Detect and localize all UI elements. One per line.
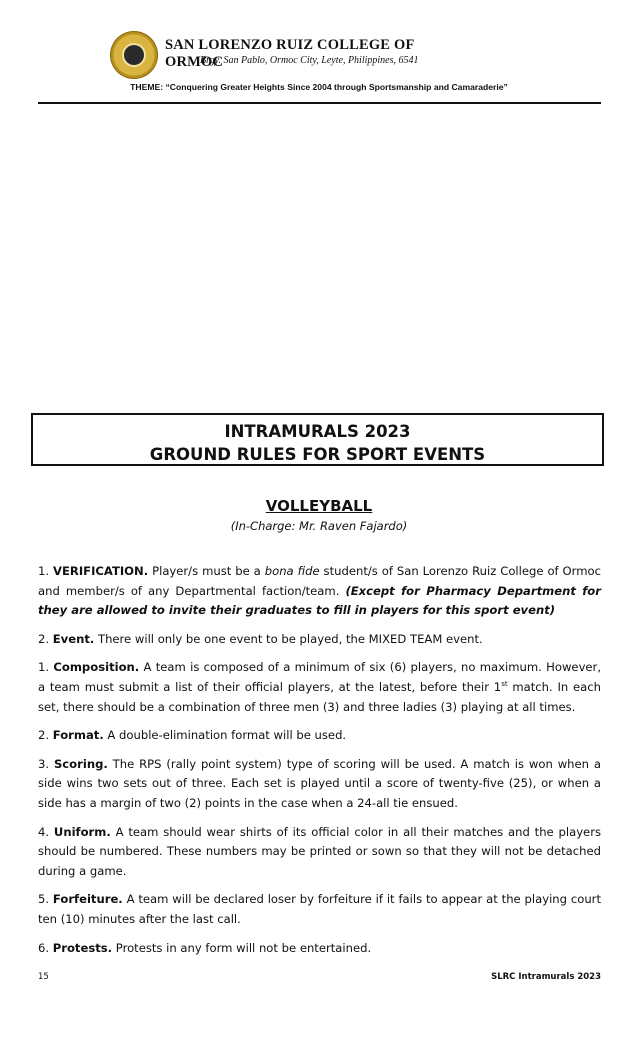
school-address: Brgy. San Pablo, Ormoc City, Leyte, Philippines, 6541 xyxy=(200,55,419,66)
header-divider xyxy=(38,102,601,104)
school-name: SAN LORENZO RUIZ COLLEGE OF ORMOC xyxy=(165,37,414,70)
page-number: 15 xyxy=(38,972,49,982)
in-charge-note: (In-Charge: Mr. Raven Fajardo) xyxy=(230,519,408,533)
rule-uniform: 4. Uniform. A team should wear shirts of its official color in all their matches and the players should be numbered. These numbers may be printed or sown so that they will not be detached during a game. xyxy=(38,824,601,878)
rule-protests: 6. Protests. Protests in any form will not be entertained. xyxy=(38,940,372,955)
rules-body xyxy=(38,562,601,967)
event-theme: THEME: “Conquering Greater Heights Since 2004 through Sportsmanship and Camaraderie” xyxy=(130,82,508,92)
rule-composition: 1. Composition. A team is composed of a minimum of six (6) players, no maximum. However, a team must submit a list of their official players, at the latest, before their 1st match. In each set, there should be a combination of three men (3) and three ladies (3) playing at all times. xyxy=(38,660,602,714)
rule-verification: 1. VERIFICATION. Player/s must be a bona fide student/s of San Lorenzo Ruiz College of Ormoc and member/s of any Departmental faction/team. (Except for Pharmacy Department for they are allowed to invite their graduates to fill in players for this sport event) xyxy=(38,564,602,618)
rule-forfeiture: 5. Forfeiture. A team will be declared loser by forfeiture if it fails to appear at the playing court ten (10) minutes after the last call. xyxy=(38,892,601,926)
title-line-1: INTRAMURALS 2023 xyxy=(224,422,411,441)
title-box xyxy=(31,413,604,466)
rule-scoring: 3. Scoring. The RPS (rally point system) type of scoring will be used. A match is won when a side wins two sets out of three. Each set is played until a score of twenty-five (25), or when a side has a margin of two (2) points in the case when a 24-all tie ensued. xyxy=(38,756,601,810)
college-seal-logo xyxy=(110,31,158,79)
footer-publication: SLRC Intramurals 2023 xyxy=(491,972,601,982)
pharmacy-exception-note: (Except for Pharmacy Department for they are allowed to invite their graduates to fill in players for this sport event) xyxy=(38,583,601,618)
title-line-2: GROUND RULES FOR SPORT EVENTS xyxy=(149,445,486,464)
rule-event: 2. Event. There will only be one event to be played, the MIXED TEAM event. xyxy=(38,631,483,646)
sport-heading: VOLLEYBALL xyxy=(265,497,373,515)
rule-format: 2. Format. A double-elimination format will be used. xyxy=(38,728,347,743)
